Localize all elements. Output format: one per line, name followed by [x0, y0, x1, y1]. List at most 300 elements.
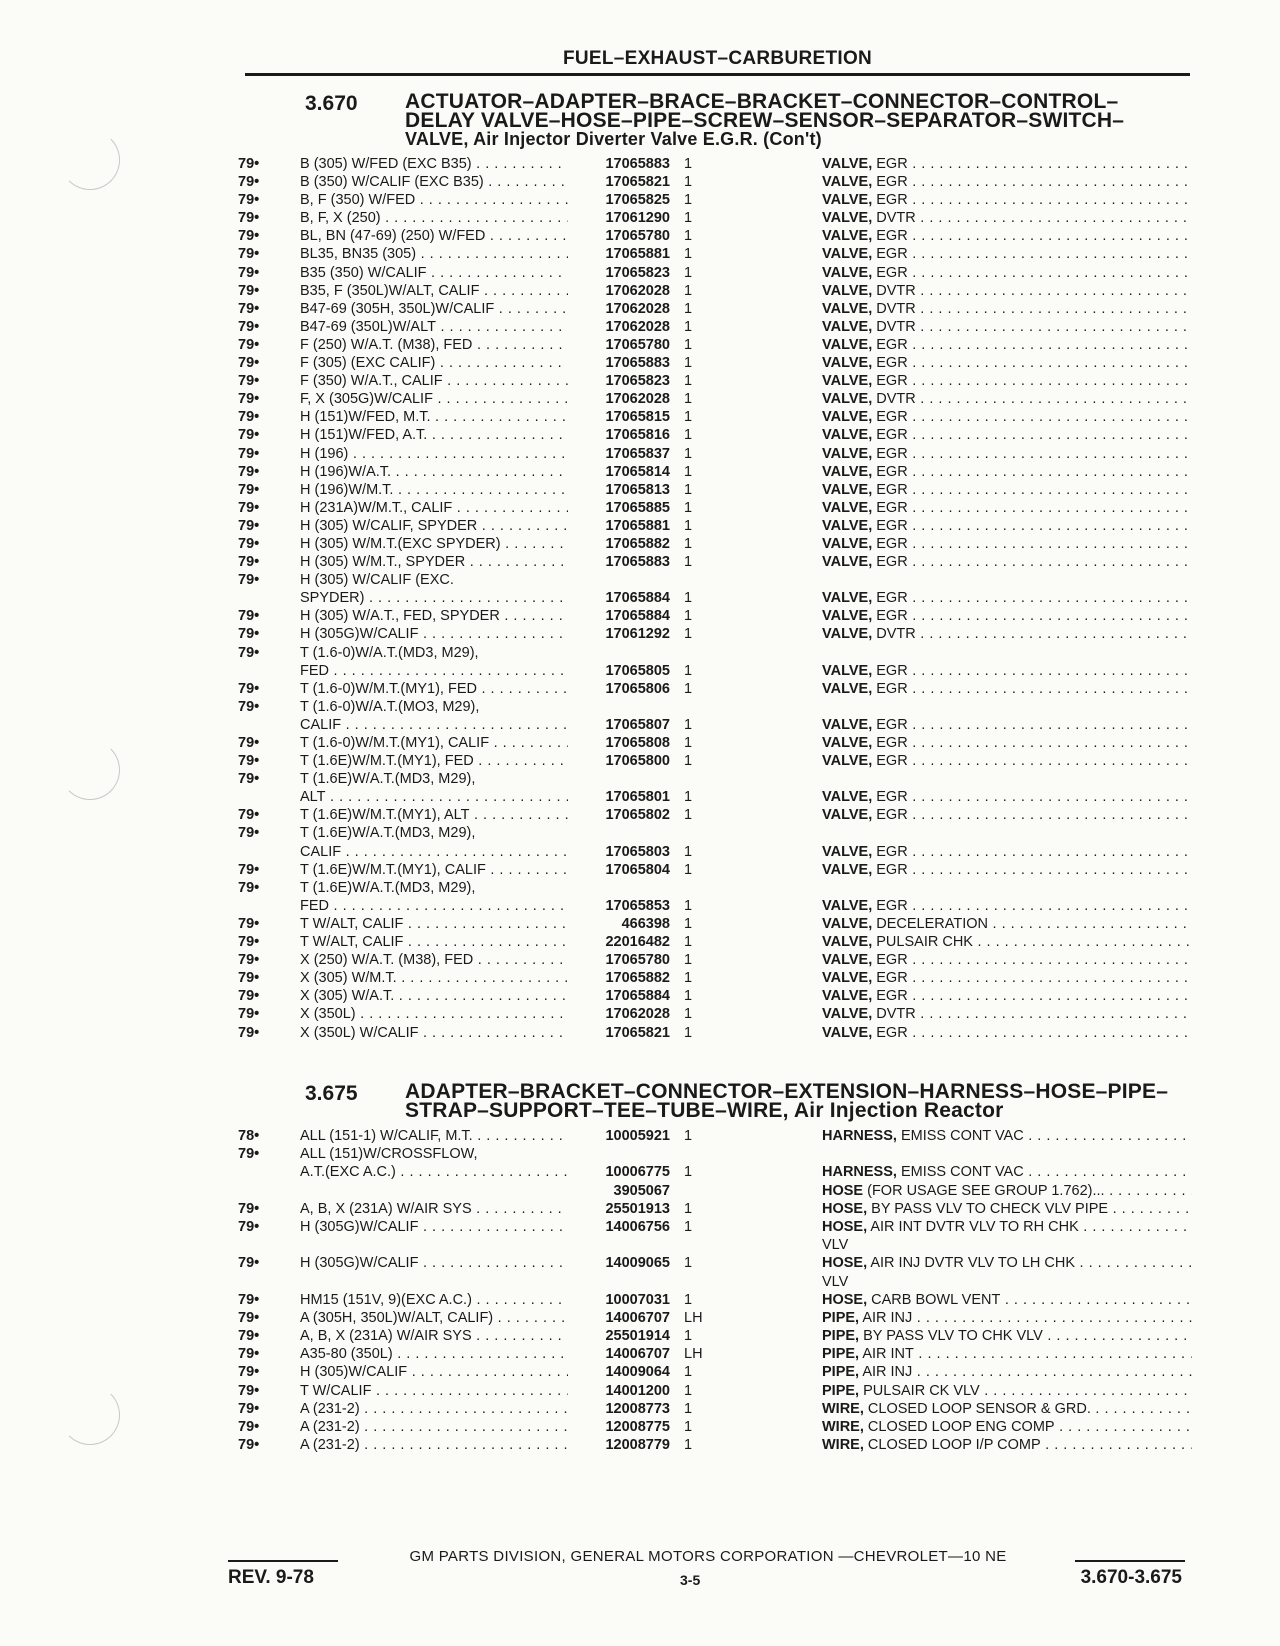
application: T (1.6E)W/M.T.(MY1), FED . . .: [300, 753, 568, 769]
quantity: 1: [684, 861, 693, 878]
quantity: 1: [684, 970, 693, 987]
ref-number: 79•: [238, 1419, 260, 1435]
ref-number: 79•: [238, 1400, 260, 1417]
quantity: 1: [684, 1291, 693, 1308]
part-number: 17065823: [605, 373, 670, 390]
part-name: WIRE,: [822, 1400, 864, 1417]
part-detail: EGR: [876, 897, 908, 914]
application: A, B, X (231A) W/AIR SYS . . .: [300, 1328, 568, 1344]
part-number: 17065803: [605, 843, 670, 860]
table-row: [228, 1219, 1198, 1237]
description: [822, 898, 1192, 914]
part-detail: AIR INJ: [862, 1309, 913, 1326]
part-name: VALVE,: [822, 318, 873, 335]
application: T (1.6-0)W/A.T.(MO3, M29),: [300, 698, 480, 715]
part-detail: EGR: [876, 246, 908, 263]
part-name: VALVE,: [822, 608, 873, 625]
part-number: 17065804: [605, 861, 670, 878]
part-detail: EGR: [876, 735, 908, 751]
part-name: WIRE,: [822, 1419, 864, 1435]
part-name: VALVE,: [822, 228, 873, 245]
ref-number: 79•: [238, 698, 260, 715]
table-row: [228, 590, 1198, 608]
description: [822, 554, 1192, 570]
part-number: 12008773: [605, 1400, 670, 1417]
part-detail: AIR INJ DVTR VLV TO LH CHK: [870, 1255, 1076, 1272]
quantity: 1: [684, 192, 693, 209]
part-name: VALVE,: [822, 427, 873, 444]
description: [822, 174, 1192, 190]
quantity: 1: [684, 1200, 693, 1217]
part-detail: DVTR: [876, 318, 916, 335]
part-number: 17065807: [605, 716, 670, 733]
part-number: 14001200: [605, 1382, 670, 1399]
quantity: 1: [684, 662, 693, 679]
part-name: VALVE,: [822, 753, 873, 770]
part-name: VALVE,: [822, 517, 873, 534]
description: [822, 753, 1192, 769]
part-number: 14006707: [605, 1346, 670, 1363]
part-detail: EGR: [876, 590, 908, 607]
table-row: [228, 1255, 1198, 1273]
quantity: 1: [684, 156, 693, 172]
part-number: 17065825: [605, 192, 670, 209]
part-number: 17065881: [605, 246, 670, 263]
part-number: 14006756: [605, 1218, 670, 1235]
part-detail: EMISS CONT VAC: [900, 1164, 1024, 1181]
application: H (305G)W/CALIF . . .: [300, 626, 568, 642]
quantity: 1: [684, 807, 693, 824]
part-number: 17065780: [605, 228, 670, 245]
table-row: [228, 1274, 1198, 1292]
table-row: [228, 608, 1198, 626]
ref-number: 79•: [238, 934, 260, 951]
table-row: [228, 301, 1198, 319]
application: T (1.6-0)W/M.T.(MY1), FED . . .: [300, 681, 568, 697]
part-detail: BY PASS VLV TO CHECK VLV PIPE: [871, 1200, 1109, 1217]
table-row: [228, 427, 1198, 445]
part-number: 17065813: [605, 481, 670, 498]
part-number: 17062028: [605, 282, 670, 299]
part-detail: EGR: [876, 174, 908, 191]
ref-number: 79•: [238, 336, 260, 353]
description: [822, 536, 1192, 552]
application: H (305G)W/CALIF . . .: [300, 1219, 568, 1235]
quantity: 1: [684, 1006, 693, 1023]
ref-number: 79•: [238, 970, 260, 987]
part-number: 17065823: [605, 264, 670, 281]
part-name: PIPE,: [822, 1309, 860, 1326]
quantity: 1: [684, 1328, 693, 1345]
description: [822, 1419, 1192, 1435]
description: [822, 807, 1192, 823]
part-name: PIPE,: [822, 1328, 860, 1345]
ref-number: 79•: [238, 210, 260, 227]
description: [822, 970, 1192, 986]
part-detail: EGR: [876, 861, 908, 878]
part-detail: BY PASS VLV TO CHK VLV: [863, 1328, 1043, 1345]
ref-number: 79•: [238, 988, 260, 1005]
section-number: 3.675: [305, 1082, 358, 1105]
description: [822, 355, 1192, 371]
part-detail: VLV: [822, 1237, 849, 1254]
part-name: VALVE,: [822, 336, 873, 353]
part-name: VALVE,: [822, 915, 873, 932]
table-row: [228, 265, 1198, 283]
ref-number: 79•: [238, 318, 260, 335]
description: [822, 844, 1192, 860]
table-row: [228, 1183, 1198, 1201]
part-name: VALVE,: [822, 174, 873, 191]
part-name: VALVE,: [822, 1024, 873, 1041]
section-heading-3670: [305, 92, 1185, 152]
section-heading-3675: [305, 1082, 1185, 1122]
part-detail: EGR: [876, 662, 908, 679]
table-row: [228, 916, 1198, 934]
application: B47-69 (305H, 350L)W/CALIF . . .: [300, 301, 568, 317]
application: X (305) W/A.T. . . .: [300, 988, 568, 1004]
quantity: 1: [684, 590, 693, 607]
part-name: VALVE,: [822, 445, 873, 462]
part-name: PIPE,: [822, 1382, 860, 1399]
table-row: [228, 319, 1198, 337]
application: X (250) W/A.T. (M38), FED . . .: [300, 952, 568, 968]
part-number: 17065821: [605, 1024, 670, 1041]
ref-number: 79•: [238, 355, 260, 372]
application: A (231-2) . . .: [300, 1419, 568, 1435]
description: [822, 482, 1192, 498]
description: [822, 319, 1192, 335]
ref-number: 79•: [238, 391, 260, 408]
part-name: VALVE,: [822, 716, 873, 733]
quantity: 1: [684, 264, 693, 281]
part-name: VALVE,: [822, 807, 873, 824]
table-row: [228, 880, 1198, 898]
table-row: [228, 283, 1198, 301]
ref-number: 79•: [238, 535, 260, 552]
quantity: 1: [684, 445, 693, 462]
ref-number: 79•: [238, 228, 260, 245]
application: B, F, X (250) . . .: [300, 210, 568, 226]
quantity: 1: [684, 626, 693, 643]
part-number: 17062028: [605, 391, 670, 408]
description: [822, 663, 1192, 679]
part-name: HOSE,: [822, 1200, 868, 1217]
description: [822, 1292, 1192, 1308]
part-detail: AIR INT: [862, 1346, 914, 1363]
part-detail: CLOSED LOOP ENG COMP: [867, 1419, 1055, 1435]
part-name: VALVE,: [822, 1006, 873, 1023]
page-header: FUEL–EXHAUST–CARBURETION: [562, 48, 873, 69]
application: H (151)W/FED, A.T. . . .: [300, 427, 568, 443]
quantity: 1: [684, 409, 693, 426]
part-detail: EGR: [876, 427, 908, 444]
ref-number: 79•: [238, 174, 260, 191]
part-number: 17065806: [605, 680, 670, 697]
table-row: [228, 1419, 1198, 1437]
ref-number: 79•: [238, 753, 260, 770]
quantity: 1: [684, 1400, 693, 1417]
description: [822, 246, 1192, 262]
table-row: [228, 174, 1198, 192]
quantity: 1: [684, 789, 693, 806]
part-name: VALVE,: [822, 590, 873, 607]
footer-page-number: 3-5: [680, 1572, 701, 1588]
description: [822, 373, 1192, 389]
ref-number: 79•: [238, 1346, 260, 1363]
part-detail: EGR: [876, 336, 908, 353]
table-row: [228, 626, 1198, 644]
description: [822, 500, 1192, 516]
part-name: HOSE: [822, 1182, 864, 1199]
description: [822, 1201, 1192, 1217]
part-name: VALVE,: [822, 843, 873, 860]
application: T (1.6E)W/A.T.(MD3, M29),: [300, 879, 476, 896]
application: FED . . .: [300, 663, 568, 679]
part-number: 14009065: [605, 1255, 670, 1272]
section-title-line: ACTUATOR–ADAPTER–BRACE–BRACKET–CONNECTOR–CONTROL–: [405, 90, 1119, 113]
part-number: 10005921: [605, 1128, 670, 1144]
quantity: 1: [684, 934, 693, 951]
part-detail: VLV: [822, 1273, 849, 1290]
quantity: 1: [684, 355, 693, 372]
application: BL35, BN35 (305) . . .: [300, 246, 568, 262]
application: H (305) W/M.T., SPYDER . . .: [300, 554, 568, 570]
part-detail: PULSAIR CK VLV: [863, 1382, 980, 1399]
part-detail: DVTR: [876, 300, 916, 317]
description: [822, 156, 1192, 172]
table-row: [228, 1006, 1198, 1024]
part-detail: PULSAIR CHK: [876, 934, 973, 951]
part-name: VALVE,: [822, 554, 873, 571]
ref-number: 79•: [238, 915, 260, 932]
description: [822, 862, 1192, 878]
part-detail: EGR: [876, 807, 908, 824]
part-name: VALVE,: [822, 156, 873, 172]
quantity: 1: [684, 753, 693, 770]
part-name: PIPE,: [822, 1346, 860, 1363]
application: X (350L) W/CALIF . . .: [300, 1025, 568, 1041]
quantity: 1: [684, 535, 693, 552]
part-name: VALVE,: [822, 391, 873, 408]
part-detail: DVTR: [876, 391, 916, 408]
part-name: VALVE,: [822, 861, 873, 878]
application: T (1.6E)W/A.T.(MD3, M29),: [300, 771, 476, 788]
ref-number: 79•: [238, 264, 260, 281]
quantity: 1: [684, 391, 693, 408]
part-number: 17065821: [605, 174, 670, 191]
application: B (350) W/CALIF (EXC B35) . . .: [300, 174, 568, 190]
quantity: 1: [684, 716, 693, 733]
ref-number: 79•: [238, 1024, 260, 1041]
description: [822, 518, 1192, 534]
table-row: [228, 391, 1198, 409]
header-rule: [245, 73, 1190, 76]
part-detail: EGR: [876, 192, 908, 209]
table-row: [228, 753, 1198, 771]
part-number: 17065780: [605, 336, 670, 353]
application: F (305) (EXC CALIF) . . .: [300, 355, 568, 371]
application: H (196) . . .: [300, 446, 568, 462]
table-row: [228, 337, 1198, 355]
part-name: PIPE,: [822, 1364, 860, 1381]
part-detail: EGR: [876, 445, 908, 462]
table-row: [228, 1237, 1198, 1255]
table-row: [228, 1346, 1198, 1364]
part-name: VALVE,: [822, 246, 873, 263]
description: [822, 265, 1192, 281]
application: H (305G)W/CALIF . . .: [300, 1255, 568, 1271]
table-row: [228, 988, 1198, 1006]
table-row: [228, 373, 1198, 391]
quantity: 1: [684, 988, 693, 1005]
application: T (1.6E)W/A.T.(MD3, M29),: [300, 825, 476, 842]
part-number: 17061292: [605, 626, 670, 643]
description: [822, 789, 1192, 805]
part-number: 25501913: [605, 1200, 670, 1217]
part-detail: EGR: [876, 608, 908, 625]
section-title: [405, 1082, 1185, 1120]
part-number: 14006707: [605, 1309, 670, 1326]
ref-number: 79•: [238, 1200, 260, 1217]
ref-number: 79•: [238, 1309, 260, 1326]
application: X (350L) . . .: [300, 1006, 568, 1022]
quantity: 1: [684, 210, 693, 227]
parts-table-3675: [228, 1128, 1198, 1455]
table-row: [228, 699, 1198, 717]
part-name: VALVE,: [822, 355, 873, 372]
application: A35-80 (350L) . . .: [300, 1346, 568, 1362]
part-detail: EGR: [876, 499, 908, 516]
application: F (250) W/A.T. (M38), FED . . .: [300, 337, 568, 353]
quantity: 1: [684, 680, 693, 697]
description: [822, 1255, 1192, 1271]
part-name: VALVE,: [822, 970, 873, 987]
quantity: 1: [684, 499, 693, 516]
ref-number: 79•: [238, 246, 260, 263]
part-number: 17065780: [605, 952, 670, 969]
part-name: VALVE,: [822, 934, 873, 951]
footer-section-range: 3.670-3.675: [1080, 1567, 1182, 1588]
part-number: 10007031: [605, 1291, 670, 1308]
part-detail: DVTR: [876, 1006, 916, 1023]
application: H (196)W/M.T. . . .: [300, 482, 568, 498]
description: [822, 427, 1192, 443]
description: [822, 1310, 1192, 1326]
description: [822, 228, 1192, 244]
quantity: LH: [684, 1346, 703, 1363]
part-detail: EGR: [876, 264, 908, 281]
table-row: [228, 735, 1198, 753]
application: A (231-2) . . .: [300, 1401, 568, 1417]
table-row: [228, 681, 1198, 699]
ref-number: 79•: [238, 1291, 260, 1308]
application: ALL (151-1) W/CALIF, M.T. . . .: [300, 1128, 568, 1144]
application: H (231A)W/M.T., CALIF . . .: [300, 500, 568, 516]
description: [822, 1237, 1192, 1253]
binder-hole-mark: [60, 130, 120, 190]
application: A (305H, 350L)W/ALT, CALIF) . . .: [300, 1310, 568, 1326]
part-name: VALVE,: [822, 463, 873, 480]
table-row: [228, 554, 1198, 572]
part-detail: CLOSED LOOP I/P COMP: [867, 1437, 1041, 1454]
application: CALIF . . .: [300, 717, 568, 733]
part-name: VALVE,: [822, 535, 873, 552]
footer-revision: REV. 9-78: [228, 1567, 314, 1588]
part-number: 17065884: [605, 608, 670, 625]
quantity: 1: [684, 300, 693, 317]
quantity: 1: [684, 843, 693, 860]
ref-number: 79•: [238, 608, 260, 625]
part-number: 466398: [621, 915, 670, 932]
ref-number: 79•: [238, 879, 260, 896]
description: [822, 409, 1192, 425]
part-name: VALVE,: [822, 499, 873, 516]
table-row: [228, 518, 1198, 536]
application: H (305) W/M.T.(EXC SPYDER) . . .: [300, 536, 568, 552]
part-detail: DVTR: [876, 626, 916, 643]
ref-number: 79•: [238, 282, 260, 299]
ref-number: 79•: [238, 373, 260, 390]
part-detail: EGR: [876, 843, 908, 860]
application: FED . . .: [300, 898, 568, 914]
table-row: [228, 970, 1198, 988]
application: A (231-2) . . .: [300, 1437, 568, 1453]
quantity: 1: [684, 1382, 693, 1399]
part-name: HARNESS,: [822, 1164, 897, 1181]
description: [822, 1006, 1192, 1022]
quantity: 1: [684, 1164, 693, 1181]
part-number: 17065801: [605, 789, 670, 806]
table-row: [228, 844, 1198, 862]
part-detail: AIR INJ: [862, 1364, 913, 1381]
part-detail: EGR: [876, 228, 908, 245]
part-number: 17062028: [605, 318, 670, 335]
table-row: [228, 1025, 1198, 1043]
description: [822, 1346, 1192, 1362]
part-number: 17065883: [605, 554, 670, 571]
part-name: WIRE,: [822, 1437, 864, 1454]
description: [822, 1128, 1192, 1144]
application: HM15 (151V, 9)(EXC A.C.) . . .: [300, 1292, 568, 1308]
description: [822, 283, 1192, 299]
ref-number: 79•: [238, 626, 260, 643]
quantity: 1: [684, 1419, 693, 1435]
quantity: 1: [684, 318, 693, 335]
ref-number: 79•: [238, 192, 260, 209]
quantity: 1: [684, 608, 693, 625]
application: ALL (151)W/CROSSFLOW,: [300, 1146, 478, 1163]
description: [822, 464, 1192, 480]
part-detail: EGR: [876, 156, 908, 172]
table-row: [228, 663, 1198, 681]
description: [822, 626, 1192, 642]
quantity: 1: [684, 427, 693, 444]
part-detail: EGR: [876, 535, 908, 552]
application: T (1.6-0)W/M.T.(MY1), CALIF . . .: [300, 735, 568, 751]
table-row: [228, 355, 1198, 373]
ref-number: 79•: [238, 300, 260, 317]
part-name: VALVE,: [822, 988, 873, 1005]
part-name: VALVE,: [822, 789, 873, 806]
part-detail: EGR: [876, 373, 908, 390]
part-number: 17065884: [605, 988, 670, 1005]
part-number: 17065883: [605, 355, 670, 372]
part-number: 12008775: [605, 1419, 670, 1435]
quantity: 1: [684, 373, 693, 390]
table-row: [228, 771, 1198, 789]
section-title-line: VALVE, Air Injector Diverter Valve E.G.R. (Con't): [405, 129, 822, 149]
